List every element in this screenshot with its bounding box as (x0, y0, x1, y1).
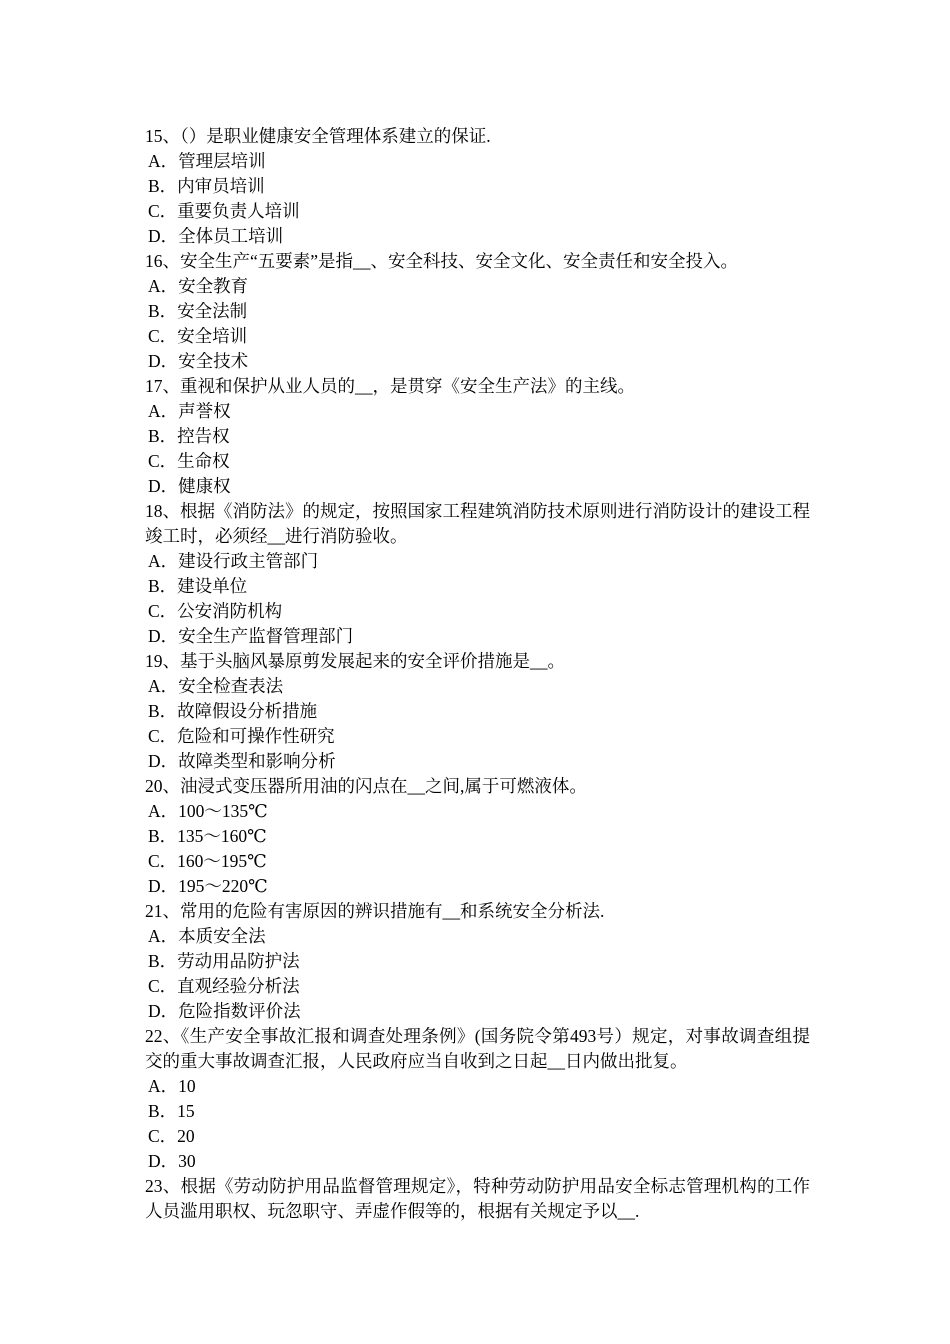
option-a: A．10 (148, 1076, 196, 1096)
option-d: D．危险指数评价法 (148, 1001, 301, 1021)
option-d: D．195～220℃ (148, 876, 268, 896)
option-c: C．危险和可操作性研究 (148, 726, 335, 746)
option-b: B．135～160℃ (148, 826, 267, 846)
question-22 (145, 1024, 810, 1174)
question-text: 16、安全生产“五要素”是指__、安全科技、安全文化、安全责任和安全投入。 (145, 251, 739, 271)
option-c: C．公安消防机构 (148, 601, 283, 621)
option-d: D．安全生产监督管理部门 (148, 626, 354, 646)
option-d: D．安全技术 (148, 351, 249, 371)
option-a: A．安全教育 (148, 276, 249, 296)
question-text: 22、《生产安全事故汇报和调查处理条例》(国务院令第493号）规定，对事故调查组提交的重大事故调查汇报，人民政府应当自收到之日起__日内做出批复。 (145, 1026, 810, 1071)
question-20 (145, 774, 810, 899)
option-a: A．管理层培训 (148, 151, 266, 171)
option-c: C．160～195℃ (148, 851, 267, 871)
question-text: 19、基于头脑风暴原剪发展起来的安全评价措施是__。 (145, 651, 565, 671)
question-16 (145, 249, 810, 374)
option-b: B．安全法制 (148, 301, 248, 321)
question-17 (145, 374, 810, 499)
option-b: B．控告权 (148, 426, 230, 446)
option-a: A．声誉权 (148, 401, 231, 421)
option-c: C．重要负责人培训 (148, 201, 300, 221)
question-text: 15、（）是职业健康安全管理体系建立的保证. (145, 126, 491, 146)
question-text: 21、常用的危险有害原因的辨识措施有__和系统安全分析法. (145, 901, 605, 921)
option-b: B．15 (148, 1101, 195, 1121)
option-b: B．劳动用品防护法 (148, 951, 300, 971)
option-d: D．30 (148, 1151, 196, 1171)
option-b: B．内审员培训 (148, 176, 265, 196)
option-d: D．故障类型和影响分析 (148, 751, 336, 771)
option-c: C．生命权 (148, 451, 230, 471)
option-a: A．安全检查表法 (148, 676, 284, 696)
question-list (145, 124, 810, 1224)
option-c: C．直观经验分析法 (148, 976, 300, 996)
option-c: C．20 (148, 1126, 195, 1146)
option-a: A．本质安全法 (148, 926, 266, 946)
question-23 (145, 1174, 810, 1224)
question-15 (145, 124, 810, 249)
question-text: 23、根据《劳动防护用品监督管理规定》，特种劳动防护用品安全标志管理机构的工作人员滥用职权、玩忽职守、弄虚作假等的，根据有关规定予以__. (145, 1176, 810, 1221)
question-19 (145, 649, 810, 774)
question-text: 17、重视和保护从业人员的__，是贯穿《安全生产法》的主线。 (145, 376, 635, 396)
option-b: B．建设单位 (148, 576, 248, 596)
option-d: D．全体员工培训 (148, 226, 284, 246)
option-c: C．安全培训 (148, 326, 248, 346)
question-text: 18、根据《消防法》的规定，按照国家工程建筑消防技术原则进行消防设计的建设工程竣工时，必须经__进行消防验收。 (145, 501, 810, 546)
option-a: A．建设行政主管部门 (148, 551, 319, 571)
option-a: A．100～135℃ (148, 801, 268, 821)
question-18 (145, 499, 810, 649)
question-text: 20、油浸式变压器所用油的闪点在__之间,属于可燃液体。 (145, 776, 587, 796)
option-b: B．故障假设分析措施 (148, 701, 318, 721)
question-21 (145, 899, 810, 1024)
option-d: D．健康权 (148, 476, 231, 496)
